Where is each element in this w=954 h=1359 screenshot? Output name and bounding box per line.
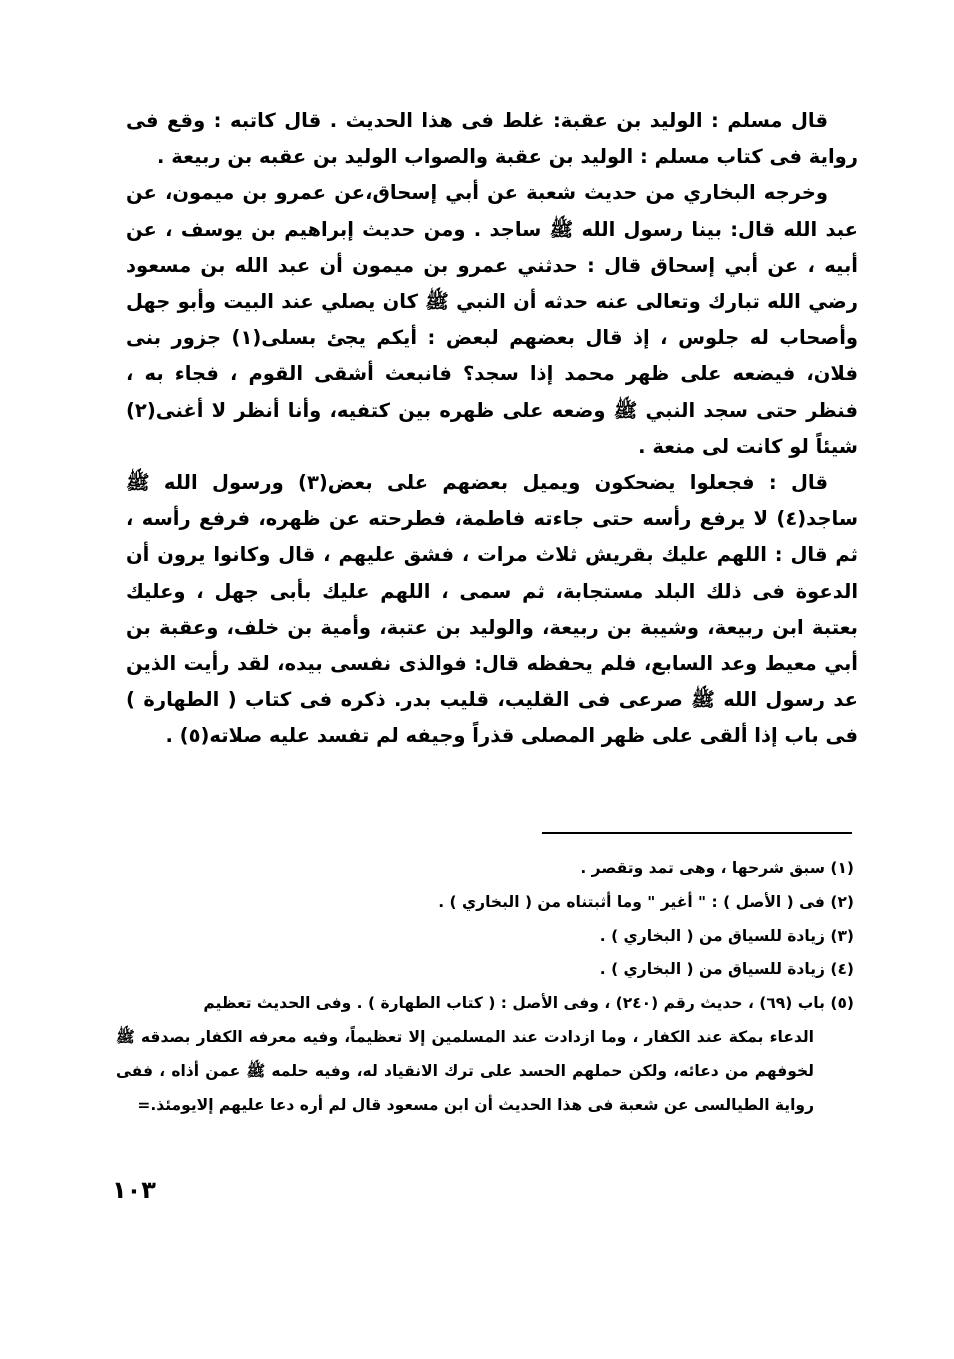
footnote-5-continuation: الدعاء بمكة عند الكفار ، وما ازدادت عند المسلمين إلا تعظيماً، وفيه معرفه الكفار بصدقه ﷺ لخوفهم من دعائه، ولكن حملهم الحسد على ترك الانقياد له، وفيه حلمه ﷺ عمن أذاه ، ففى رواية الطيالسى عن شعبة فى هذا الحديث أن ابن مسعود قال لم أره دعا عليهم إلايومئذ.=	[116, 1027, 814, 1114]
footnote-4: (٤) زيادة للسياق من ( البخاري ) .	[599, 960, 854, 979]
footnote-1: (١) سبق شرحها ، وهى تمد وتقصر .	[580, 859, 854, 877]
page-number: ١٠٣	[112, 1176, 156, 1204]
footnote-3: (٣) زيادة للسياق من ( البخاري ) .	[599, 926, 854, 945]
footnote-5	[116, 987, 854, 1122]
main-text-block	[126, 103, 858, 755]
footnote-5-first-line: (٥) باب (٦٩) ، حديث رقم (٢٤٠) ، وفى الأصل : ( كتاب الطهارة ) . وفى الحديث تعظيم	[203, 994, 854, 1013]
footnotes-block	[116, 852, 854, 1122]
footnote-separator	[542, 832, 852, 834]
footnote-2: (٢) فى ( الأصل ) : " أغير " وما أثبتناه من ( البخاري ) .	[438, 892, 854, 911]
paragraph-1: قال مسلم : الوليد بن عقبة: غلط فى هذا الحديث . قال كاتبه : وقع فى رواية فى كتاب مسلم : الوليد بن عقبة والصواب الوليد بن عقبه بن ربيعة .	[126, 109, 858, 169]
paragraph-3: قال : فجعلوا يضحكون ويميل بعضهم على بعض(٣) ورسول الله ﷺ ساجد(٤) لا يرفع رأسه حتى جاءته فاطمة، فطرحته عن ظهره، فرفع رأسه ، ثم قال : اللهم عليك بقريش ثلاث مرات ، فشق عليهم ، قال وكانوا يرون أن الدعوة فى ذلك البلد مستجابة، ثم سمى ، اللهم عليك بأبى جهل ، وعليك بعتبة ابن ربيعة، وشيبة بن ربيعة، والوليد بن عتبة، وأمية بن خلف، وعقبة بن أبي معيط وعد السابع، فلم يحفظه قال: فوالذى نفسى بيده، لقد رأيت الذين عد رسول الله ﷺ صرعى فى القليب، قليب بدر. ذكره فى كتاب ( الطهارة ) فى باب إذا ألقى على ظهر المصلى قذراً وجيفه لم تفسد عليه صلاته(٥) .	[126, 471, 858, 748]
paragraph-2: وخرجه البخاري من حديث شعبة عن أبي إسحاق،عن عمرو بن ميمون، عن عبد الله قال: بينا رسول الله ﷺ ساجد . ومن حديث إبراهيم بن يوسف ، عن أبيه ، عن أبي إسحاق قال : حدثني عمرو بن ميمون أن عبد الله بن مسعود رضي الله تبارك وتعالى عنه حدثه أن النبي ﷺ كان يصلي عند البيت وأبو جهل وأصحاب له جلوس ، إذ قال بعضهم لبعض : أيكم يجئ بسلى(١) جزور بنى فلان، فيضعه على ظهر محمد إذا سجد؟ فانبعث أشقى القوم ، فجاء به ، فنظر حتى سجد النبي ﷺ وضعه على ظهره بين كتفيه، وأنا أنظر لا أغنى(٢) شيئاً لو كانت لى منعة .	[126, 181, 859, 458]
